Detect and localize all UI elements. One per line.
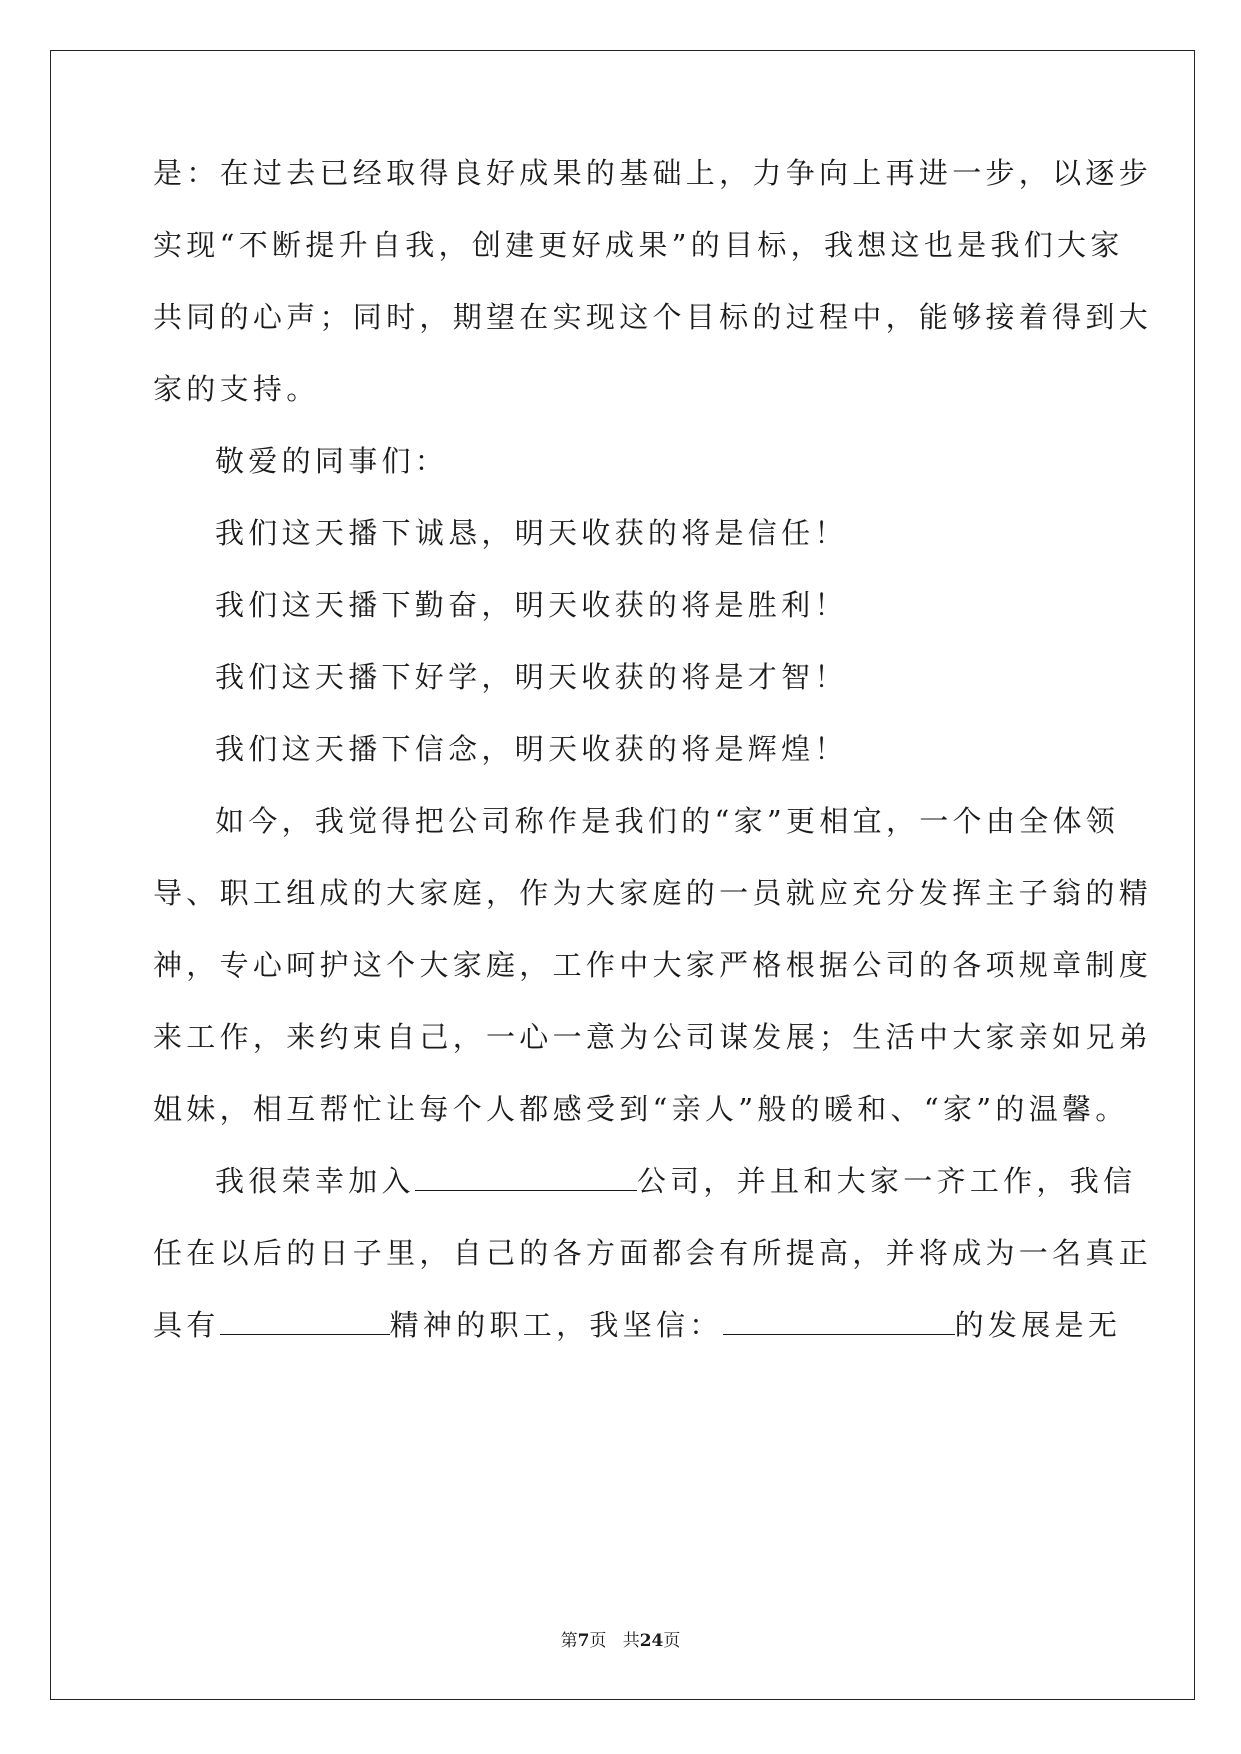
page-number [0, 1626, 1241, 1651]
text-line: 是：在过去已经取得良好成果的基础上，力争向上再进一步，以逐步 [153, 156, 1153, 190]
text-line: 任在以后的日子里，自己的各方面都会有所提高，并将成为一名真正 [153, 1236, 1153, 1270]
page-border [50, 50, 1195, 1700]
fill-blank-company [415, 1166, 637, 1191]
text-segment: 具有 [153, 1308, 220, 1342]
text-line: 如今，我觉得把公司称作是我们的“家”更相宜，一个由全体领 [215, 804, 1120, 838]
text-line: 我们这天播下勤奋，明天收获的将是胜利！ [215, 588, 848, 622]
text-segment: 精神的职工，我坚信： [389, 1308, 723, 1342]
fill-blank-company [723, 1310, 955, 1335]
text-segment: 我很荣幸加入 [215, 1164, 415, 1198]
text-line: 共同的心声；同时，期望在实现这个目标的过程中，能够接着得到大 [153, 300, 1153, 334]
footer-text: 共 [622, 1631, 640, 1651]
text-line: 来工作，来约束自己，一心一意为公司谋发展；生活中大家亲如兄弟 [153, 1020, 1153, 1054]
text-line: 家的支持。 [153, 372, 320, 406]
text-line: 我们这天播下诚恳，明天收获的将是信任！ [215, 516, 848, 550]
total-pages: 24 [639, 1631, 664, 1651]
text-line: 我们这天播下好学，明天收获的将是才智！ [215, 660, 848, 694]
text-segment: 的发展是无 [954, 1308, 1122, 1342]
text-segment: 公司，并且和大家一齐工作，我信 [636, 1164, 1137, 1198]
footer-text: 第 [560, 1631, 578, 1651]
text-line: 神，专心呵护这个大家庭，工作中大家严格根据公司的各项规章制度 [153, 948, 1153, 982]
footer-text: 页 [663, 1631, 681, 1651]
text-line: 导、职工组成的大家庭，作为大家庭的一员就应充分发挥主子翁的精 [153, 876, 1153, 910]
text-line [215, 1164, 1136, 1198]
salutation: 敬爱的同事们： [215, 444, 449, 478]
current-page: 7 [577, 1631, 590, 1651]
text-line: 实现“不断提升自我，创建更好成果”的目标，我想这也是我们大家 [153, 228, 1124, 262]
fill-blank-spirit [220, 1310, 390, 1335]
text-line [153, 1308, 1121, 1342]
text-line: 我们这天播下信念，明天收获的将是辉煌！ [215, 732, 848, 766]
footer-text: 页 [589, 1631, 607, 1651]
text-line: 姐妹，相互帮忙让每个人都感受到“亲人”般的暖和、“家”的温馨。 [153, 1092, 1129, 1126]
